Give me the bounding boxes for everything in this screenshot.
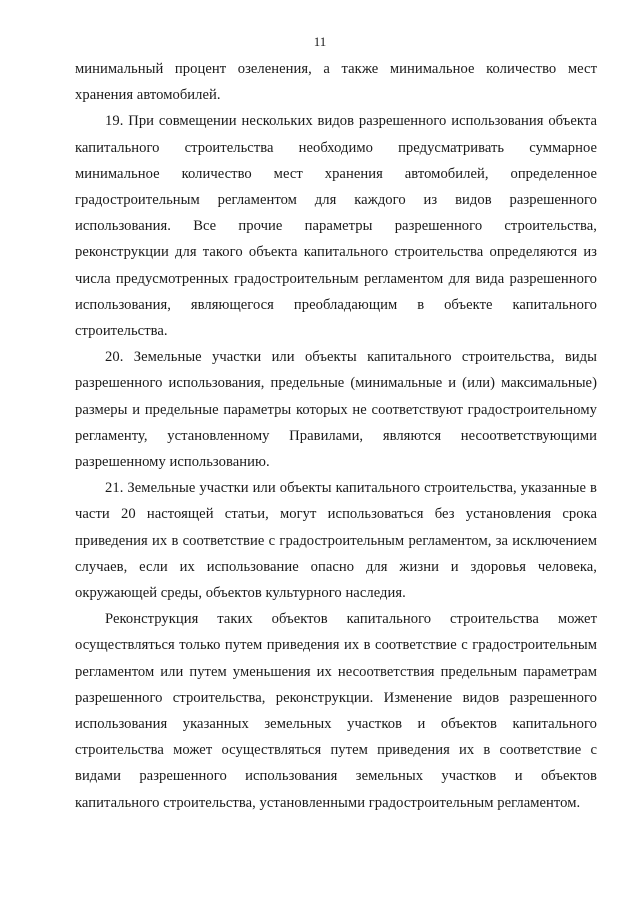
paragraph-continuation: минимальный процент озеленения, а также минимальное количество мест хранения автомобилей. [75, 61, 597, 104]
paragraph-item-19: 19. При совмещении нескольких видов разрешенного использования объекта капитального строительства необходимо предусматривать суммарное минимальное количество мест хранения автомобилей, определенное градостроительным регламентом для каждого из видов разрешенного использования. Все прочие параметры разрешенного строительства, реконструкции для такого объекта капитального строительства определяются из числа предусмотренных градостроительным регламентом для вида разрешенного использования, являющегося преобладающим в объекте капитального строительства. [75, 113, 597, 340]
page-number: 11 [313, 34, 327, 49]
paragraph-item-20: 20. Земельные участки или объекты капитального строительства, виды разрешенного использования, предельные (минимальные и (или) максимальные) размеры и предельные параметры которых не соответствуют градостроительному регламенту, установленному Правилами, являются несоответствующими разрешенному использованию. [75, 349, 597, 471]
document-body [75, 56, 597, 816]
paragraph-reconstruction: Реконструкция таких объектов капитального строительства может осуществляться только путем приведения их в соответствие с градостроительным регламентом или путем уменьшения их несоответствия предельным параметрам разрешенного строительства, реконструкции. Изменение видов разрешенного использования указанных земельных участков и объектов капитального строительства может осуществляться путем приведения их в соответствие с видами разрешенного использования земельных участков и объектов капитального строительства, установленными градостроительным регламентом. [75, 611, 597, 811]
paragraph-item-21: 21. Земельные участки или объекты капитального строительства, указанные в части 20 настоящей статьи, могут использоваться без установления срока приведения их в соответствие с градостроительным регламентом, за исключением случаев, если их использование опасно для жизни и здоровья человека, окружающей среды, объектов культурного наследия. [75, 480, 597, 602]
